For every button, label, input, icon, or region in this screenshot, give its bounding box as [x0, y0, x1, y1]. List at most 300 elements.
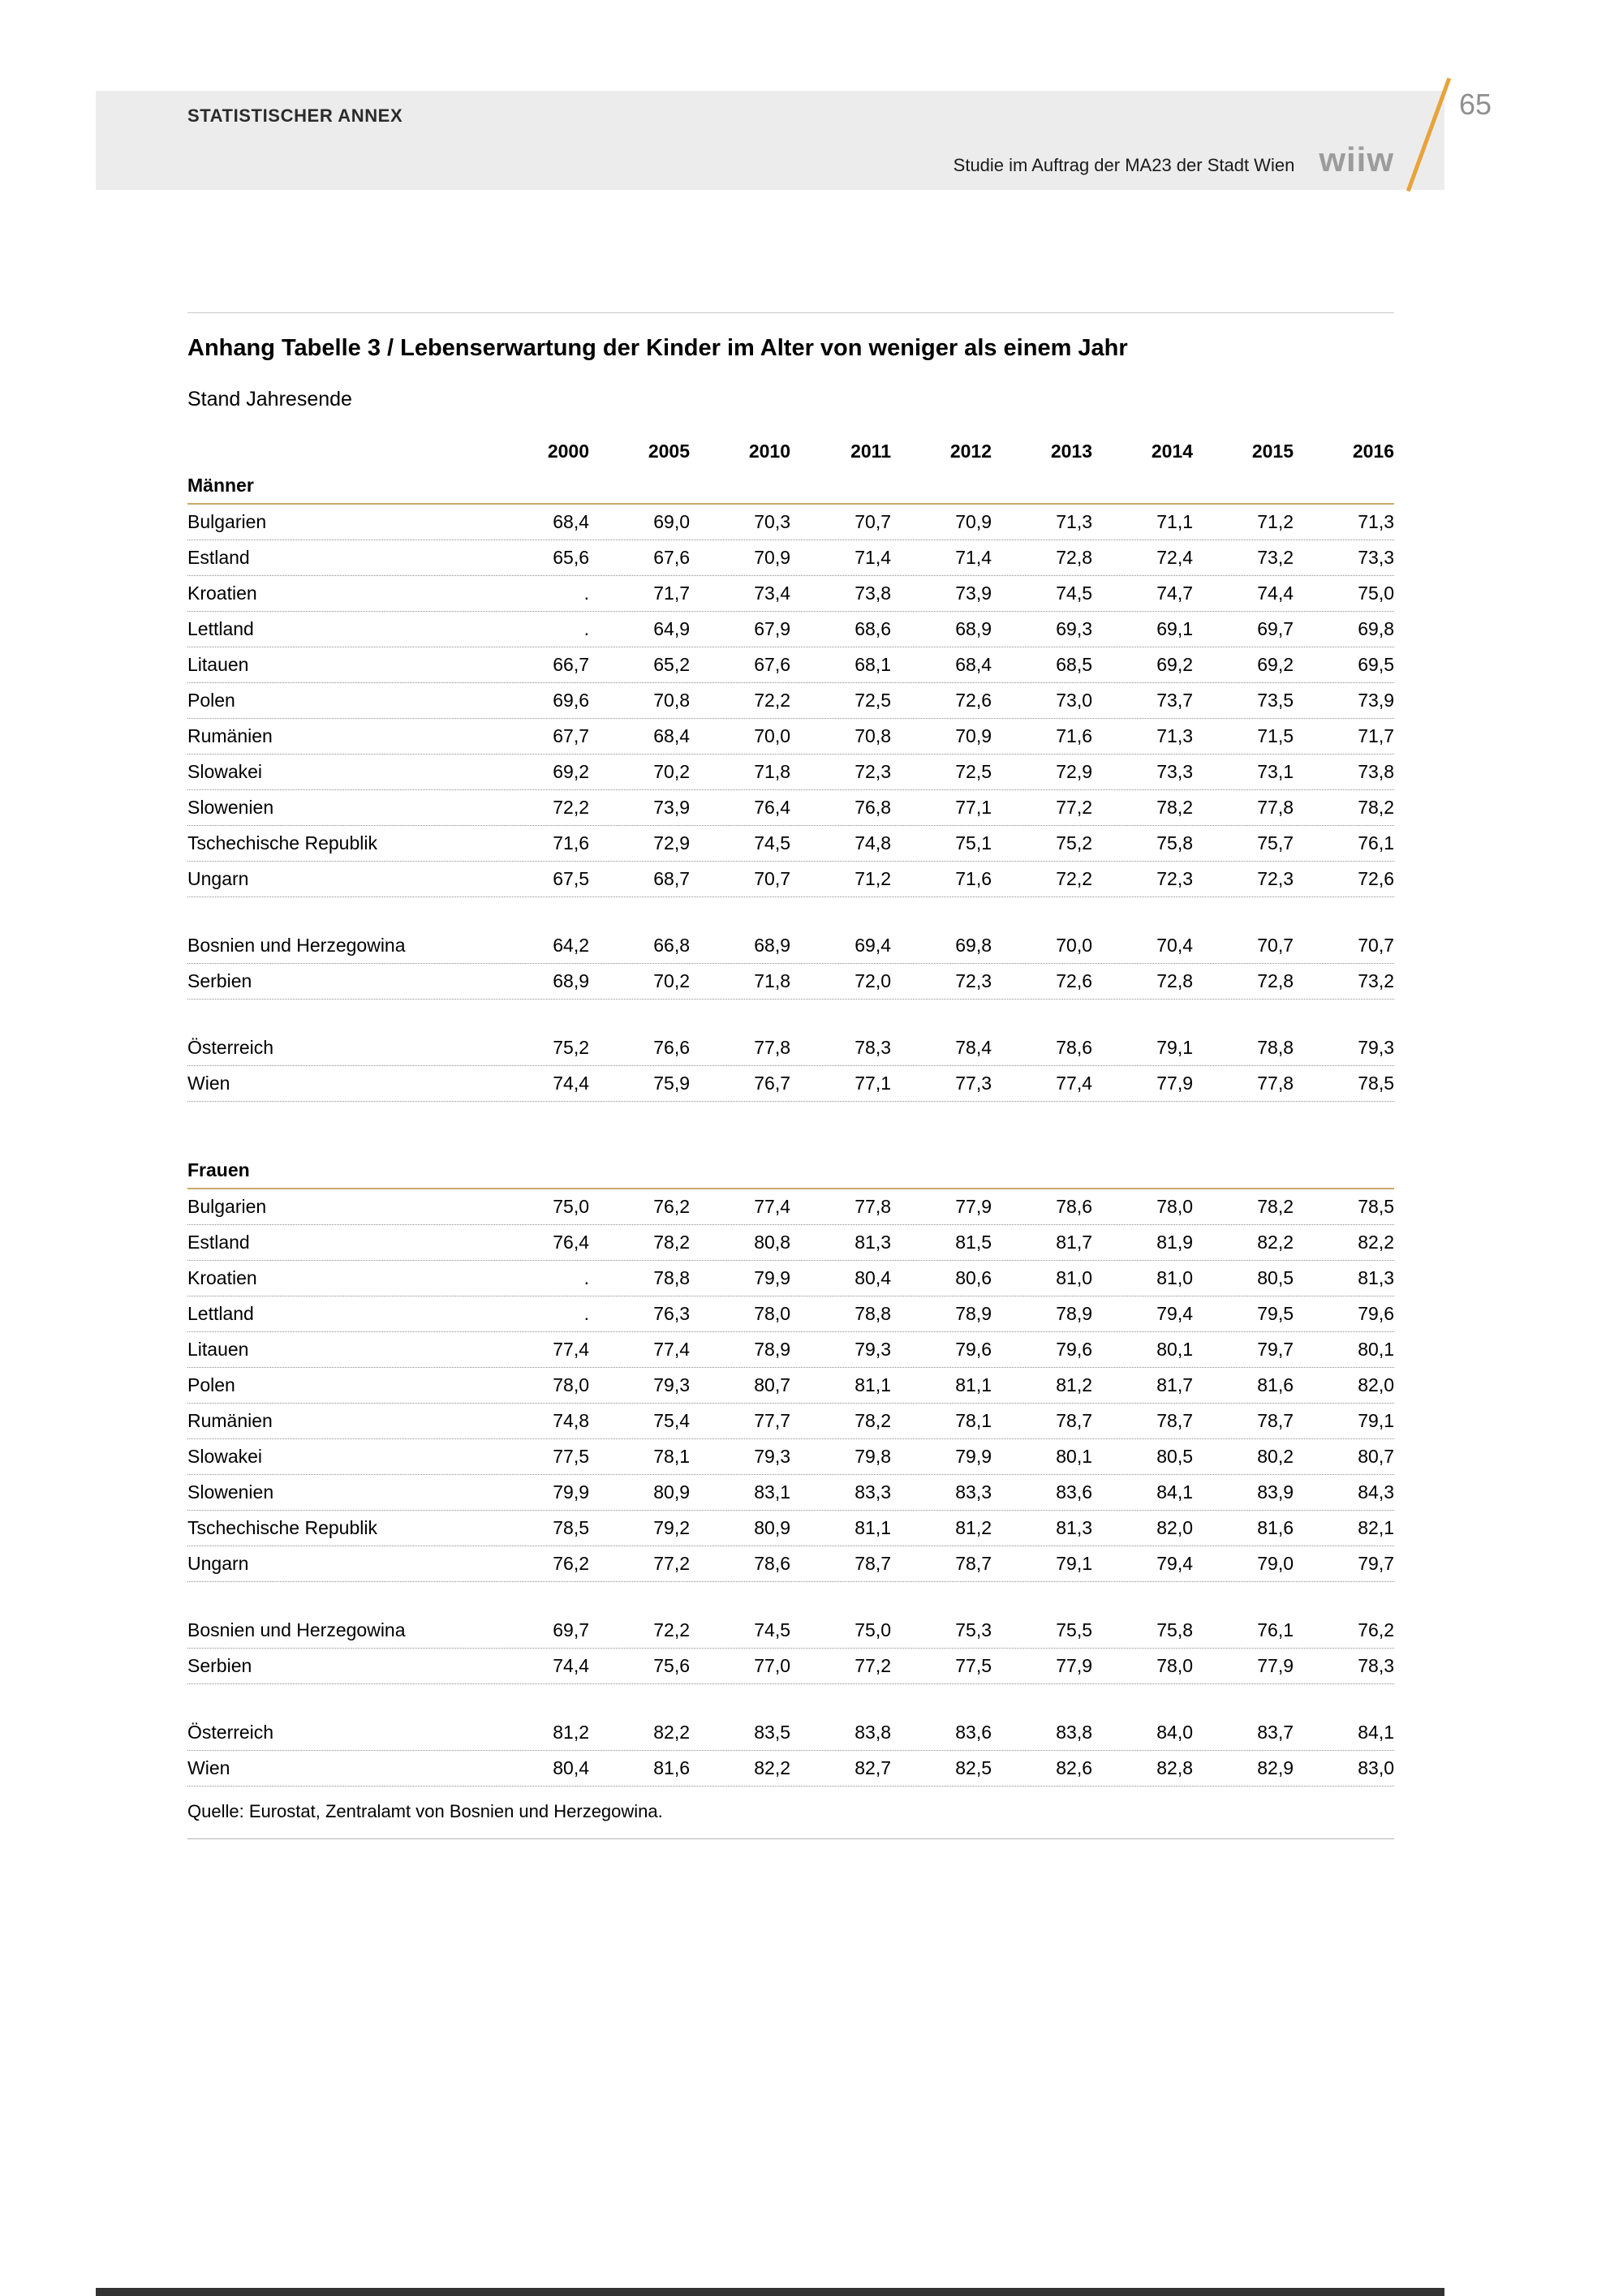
value-cell: 76,1 [1257, 1619, 1294, 1640]
value-cell: 77,4 [1056, 1073, 1092, 1094]
value-cell: 72,9 [653, 832, 690, 853]
year-column-header-2015: 2015 [1251, 440, 1294, 462]
value-cell: 72,0 [855, 970, 891, 991]
value-cell: 68,4 [553, 511, 589, 532]
row-label: Ungarn [187, 868, 249, 889]
value-cell: 79,4 [1156, 1553, 1193, 1574]
value-cell: 70,8 [653, 690, 690, 711]
value-cell: 73,2 [1358, 970, 1394, 991]
value-cell: 78,1 [653, 1446, 690, 1467]
value-cell: 80,4 [855, 1267, 891, 1288]
value-cell: 68,7 [653, 868, 690, 889]
table-row [187, 576, 1394, 612]
value-cell: 77,8 [1257, 1073, 1294, 1094]
table-spacer-row [187, 1684, 1394, 1715]
value-cell: 71,4 [955, 547, 992, 568]
value-cell: 78,0 [754, 1303, 790, 1324]
value-cell: 81,7 [1056, 1232, 1092, 1253]
value-cell: 69,5 [1358, 654, 1394, 675]
row-label: Slowenien [187, 1481, 274, 1503]
value-cell: 76,1 [1358, 832, 1394, 853]
value-cell: 72,8 [1156, 970, 1193, 991]
row-label: Bosnien und Herzegowina [187, 935, 406, 956]
value-cell: 73,4 [754, 583, 790, 604]
value-cell: 73,2 [1257, 547, 1294, 568]
table-row [187, 1439, 1394, 1475]
row-label: Litauen [187, 654, 249, 675]
title-divider [187, 312, 1394, 313]
value-cell: 76,8 [855, 797, 891, 818]
year-column-header-2016: 2016 [1352, 440, 1394, 462]
value-cell: 72,5 [955, 761, 992, 782]
section-label: Frauen [187, 1159, 250, 1180]
value-cell: 77,3 [955, 1073, 992, 1094]
section-header-row [187, 1152, 1394, 1189]
value-cell: 71,4 [855, 547, 891, 568]
value-cell: 78,7 [955, 1553, 992, 1574]
value-cell: 73,3 [1156, 761, 1193, 782]
row-label: Slowakei [187, 1446, 263, 1467]
value-cell: 78,7 [1257, 1410, 1294, 1431]
value-cell: 73,1 [1257, 761, 1294, 782]
value-cell: 70,9 [955, 725, 992, 746]
value-cell: 75,9 [653, 1073, 690, 1094]
value-cell: 71,1 [1156, 511, 1193, 532]
value-cell: 72,3 [1257, 868, 1294, 889]
row-label: Rumänien [187, 725, 273, 746]
value-cell: 77,0 [754, 1655, 790, 1676]
value-cell: 83,0 [1358, 1757, 1394, 1778]
table-spacer-row [187, 1000, 1394, 1030]
value-cell: 74,8 [855, 832, 891, 853]
row-label: Österreich [187, 1722, 274, 1743]
value-cell: 78,2 [653, 1232, 690, 1253]
row-label: Polen [187, 690, 235, 711]
value-cell: 71,7 [653, 583, 690, 604]
value-cell: 70,8 [855, 725, 891, 746]
table-row [187, 1649, 1394, 1684]
value-cell: 80,7 [1358, 1446, 1394, 1467]
table-years-header [187, 435, 1394, 467]
value-cell: 81,2 [553, 1722, 589, 1743]
value-cell: 79,1 [1358, 1410, 1394, 1431]
row-label: Lettland [187, 1303, 254, 1324]
value-cell: 77,5 [553, 1446, 589, 1467]
value-cell: 78,4 [955, 1037, 992, 1058]
value-cell: 72,2 [553, 797, 589, 818]
value-cell: 73,9 [1358, 690, 1394, 711]
row-label: Estland [187, 547, 250, 568]
value-cell: 78,7 [1056, 1410, 1092, 1431]
value-cell: 74,5 [754, 1619, 790, 1640]
value-cell: 78,9 [1056, 1303, 1092, 1324]
value-cell: 79,3 [1358, 1037, 1394, 1058]
value-cell: 81,7 [1156, 1374, 1193, 1395]
value-cell: 65,6 [553, 547, 589, 568]
value-cell: 78,8 [1257, 1037, 1294, 1058]
value-cell: 81,9 [1156, 1232, 1193, 1253]
value-cell: 81,0 [1056, 1267, 1092, 1288]
value-cell: 75,0 [855, 1619, 891, 1640]
value-cell: 74,4 [553, 1073, 589, 1094]
table-row [187, 1066, 1394, 1102]
value-cell: 78,9 [955, 1303, 992, 1324]
table-row [187, 862, 1394, 897]
value-cell: 78,5 [553, 1517, 589, 1538]
row-label: Rumänien [187, 1410, 273, 1431]
value-cell: 81,3 [1358, 1267, 1394, 1288]
source-note: Quelle: Eurostat, Zentralamt von Bosnien und Herzegowina. [187, 1801, 663, 1821]
table-row [187, 1261, 1394, 1296]
value-cell: 77,8 [855, 1196, 891, 1217]
value-cell: 81,6 [1257, 1374, 1294, 1395]
value-cell: 81,3 [1056, 1517, 1092, 1538]
section-label: Männer [187, 474, 254, 496]
value-cell: 75,2 [1056, 832, 1092, 853]
value-cell: 76,2 [653, 1196, 690, 1217]
value-cell: 67,9 [754, 618, 790, 639]
year-column-header-2005: 2005 [648, 440, 690, 462]
footer-bar [96, 2288, 1444, 2296]
value-cell: 74,7 [1156, 583, 1193, 604]
value-cell: 72,8 [1257, 970, 1294, 991]
value-cell: 81,2 [1056, 1374, 1092, 1395]
row-label: Wien [187, 1757, 230, 1778]
value-cell: 77,5 [955, 1655, 992, 1676]
value-cell: 79,9 [955, 1446, 992, 1467]
table-row [187, 790, 1394, 826]
value-cell: 77,1 [955, 797, 992, 818]
value-cell: 70,0 [1056, 935, 1092, 956]
value-cell: 78,1 [955, 1410, 992, 1431]
value-cell: 74,5 [754, 832, 790, 853]
value-cell: 79,2 [653, 1517, 690, 1538]
table-row [187, 683, 1394, 719]
value-cell: 70,2 [653, 970, 690, 991]
value-cell: 82,0 [1156, 1517, 1193, 1538]
year-column-header-2010: 2010 [748, 440, 790, 462]
value-cell: 78,2 [1156, 797, 1193, 818]
value-cell: 69,3 [1056, 618, 1092, 639]
table-spacer-row [187, 1582, 1394, 1613]
value-cell: 77,2 [653, 1553, 690, 1574]
table-row [187, 1715, 1394, 1751]
value-cell: 70,9 [754, 547, 790, 568]
row-label: Polen [187, 1374, 235, 1395]
value-cell: 82,2 [653, 1722, 690, 1743]
value-cell: 71,2 [855, 868, 891, 889]
value-cell: 71,3 [1156, 725, 1193, 746]
table-row [187, 928, 1394, 964]
value-cell: 72,6 [1358, 868, 1394, 889]
row-label: Serbien [187, 1655, 252, 1676]
value-cell: 79,5 [1257, 1303, 1294, 1324]
value-cell: 80,6 [955, 1267, 992, 1288]
value-cell: 83,6 [1056, 1481, 1092, 1503]
value-cell: 70,4 [1156, 935, 1193, 956]
value-cell: 79,4 [1156, 1303, 1193, 1324]
value-cell: 72,2 [653, 1619, 690, 1640]
value-cell: 81,1 [955, 1374, 992, 1395]
value-cell: 70,9 [955, 511, 992, 532]
value-cell: 84,3 [1358, 1481, 1394, 1503]
value-cell: 82,2 [1358, 1232, 1394, 1253]
value-cell: 68,4 [955, 654, 992, 675]
value-cell: 70,7 [1358, 935, 1394, 956]
value-cell: 76,6 [653, 1037, 690, 1058]
value-cell: . [583, 583, 589, 604]
value-cell: 68,4 [653, 725, 690, 746]
value-cell: 79,1 [1056, 1553, 1092, 1574]
value-cell: 78,6 [1056, 1196, 1092, 1217]
value-cell: 80,9 [754, 1517, 790, 1538]
value-cell: 73,8 [1358, 761, 1394, 782]
value-cell: 78,6 [754, 1553, 790, 1574]
value-cell: 75,5 [1056, 1619, 1092, 1640]
value-cell: 80,2 [1257, 1446, 1294, 1467]
value-cell: 71,6 [955, 868, 992, 889]
table-row [187, 1546, 1394, 1582]
value-cell: 73,3 [1358, 547, 1394, 568]
value-cell: 73,8 [855, 583, 891, 604]
value-cell: 78,3 [855, 1037, 891, 1058]
value-cell: 75,3 [955, 1619, 992, 1640]
value-cell: 69,8 [955, 935, 992, 956]
value-cell: 78,9 [754, 1339, 790, 1360]
value-cell: 67,6 [653, 547, 690, 568]
value-cell: 77,8 [1257, 797, 1294, 818]
value-cell: 80,5 [1257, 1267, 1294, 1288]
value-cell: 76,3 [653, 1303, 690, 1324]
value-cell: 82,7 [855, 1757, 891, 1778]
value-cell: 74,5 [1056, 583, 1092, 604]
value-cell: 72,3 [1156, 868, 1193, 889]
value-cell: 84,1 [1358, 1722, 1394, 1743]
table-row [187, 1296, 1394, 1332]
value-cell: 78,8 [653, 1267, 690, 1288]
value-cell: 83,3 [955, 1481, 992, 1503]
value-cell: 81,5 [955, 1232, 992, 1253]
value-cell: 81,2 [955, 1517, 992, 1538]
value-cell: 78,3 [1358, 1655, 1394, 1676]
value-cell: 77,2 [1056, 797, 1092, 818]
value-cell: 72,2 [754, 690, 790, 711]
table-row [187, 964, 1394, 1000]
value-cell: 70,7 [1257, 935, 1294, 956]
value-cell: 83,6 [955, 1722, 992, 1743]
row-label: Slowakei [187, 761, 263, 782]
section-header-row [187, 467, 1394, 505]
value-cell: 76,4 [754, 797, 790, 818]
value-cell: . [583, 1267, 589, 1288]
table-row [187, 1332, 1394, 1368]
value-cell: 70,2 [653, 761, 690, 782]
value-cell: 75,0 [553, 1196, 589, 1217]
year-column-header-2011: 2011 [850, 440, 891, 462]
table-row [187, 1404, 1394, 1439]
row-label: Österreich [187, 1037, 274, 1058]
value-cell: . [583, 1303, 589, 1324]
value-cell: 82,2 [1257, 1232, 1294, 1253]
value-cell: 81,1 [855, 1517, 891, 1538]
value-cell: 78,2 [1257, 1196, 1294, 1217]
value-cell: 72,3 [955, 970, 992, 991]
value-cell: 78,0 [1156, 1655, 1193, 1676]
value-cell: 73,5 [1257, 690, 1294, 711]
value-cell: 66,8 [653, 935, 690, 956]
value-cell: 84,0 [1156, 1722, 1193, 1743]
row-label: Ungarn [187, 1553, 249, 1574]
value-cell: 70,7 [754, 868, 790, 889]
value-cell: 70,3 [754, 511, 790, 532]
year-column-header-2012: 2012 [949, 440, 992, 462]
value-cell: 78,7 [855, 1553, 891, 1574]
value-cell: 79,9 [553, 1481, 589, 1503]
value-cell: 80,1 [1358, 1339, 1394, 1360]
value-cell: 78,5 [1358, 1196, 1394, 1217]
value-cell: 69,2 [1257, 654, 1294, 675]
value-cell: 69,1 [1156, 618, 1193, 639]
table-row [187, 1225, 1394, 1261]
value-cell: 78,2 [855, 1410, 891, 1431]
bottom-divider [187, 1838, 1394, 1839]
row-label: Serbien [187, 970, 252, 991]
value-cell: 74,8 [553, 1410, 589, 1431]
value-cell: 81,1 [855, 1374, 891, 1395]
year-column-header-2013: 2013 [1050, 440, 1092, 462]
value-cell: 83,8 [1056, 1722, 1092, 1743]
value-cell: 79,3 [653, 1374, 690, 1395]
value-cell: 66,7 [553, 654, 589, 675]
value-cell: 74,4 [1257, 583, 1294, 604]
table-row [187, 1030, 1394, 1066]
value-cell: 71,8 [754, 970, 790, 991]
value-cell: 71,6 [1056, 725, 1092, 746]
value-cell: 69,6 [553, 690, 589, 711]
value-cell: 76,2 [1358, 1619, 1394, 1640]
value-cell: 69,2 [553, 761, 589, 782]
row-label: Bulgarien [187, 1196, 267, 1217]
value-cell: 81,3 [855, 1232, 891, 1253]
header-right-group [953, 140, 1394, 178]
value-cell: 69,4 [855, 935, 891, 956]
value-cell: 67,6 [754, 654, 790, 675]
value-cell: . [583, 618, 589, 639]
value-cell: 67,5 [553, 868, 589, 889]
value-cell: 83,3 [855, 1481, 891, 1503]
value-cell: 75,4 [653, 1410, 690, 1431]
page-number: 65 [1459, 88, 1492, 121]
value-cell: 77,4 [553, 1339, 589, 1360]
value-cell: 78,8 [855, 1303, 891, 1324]
value-cell: 83,1 [754, 1481, 790, 1503]
value-cell: 73,7 [1156, 690, 1193, 711]
value-cell: 75,7 [1257, 832, 1294, 853]
row-label: Slowenien [187, 797, 274, 818]
value-cell: 73,0 [1056, 690, 1092, 711]
row-label: Kroatien [187, 583, 257, 604]
value-cell: 70,7 [855, 511, 891, 532]
value-cell: 64,9 [653, 618, 690, 639]
value-cell: 76,7 [754, 1073, 790, 1094]
value-cell: 72,8 [1056, 547, 1092, 568]
table-row [187, 540, 1394, 576]
table-row [187, 1475, 1394, 1511]
value-cell: 79,7 [1358, 1553, 1394, 1574]
value-cell: 82,2 [754, 1757, 790, 1778]
value-cell: 80,5 [1156, 1446, 1193, 1467]
row-label: Bulgarien [187, 511, 267, 532]
life-expectancy-table [187, 435, 1394, 1786]
value-cell: 79,6 [1358, 1303, 1394, 1324]
value-cell: 68,9 [553, 970, 589, 991]
value-cell: 72,5 [855, 690, 891, 711]
value-cell: 71,3 [1358, 511, 1394, 532]
value-cell: 80,8 [754, 1232, 790, 1253]
row-label: Kroatien [187, 1267, 257, 1288]
value-cell: 78,0 [1156, 1196, 1193, 1217]
value-cell: 75,2 [553, 1037, 589, 1058]
value-cell: 79,3 [754, 1446, 790, 1467]
page-header-band [96, 91, 1444, 190]
row-label: Tschechische Republik [187, 832, 377, 853]
value-cell: 83,9 [1257, 1481, 1294, 1503]
row-label: Wien [187, 1073, 230, 1094]
value-cell: 81,6 [653, 1757, 690, 1778]
value-cell: 81,6 [1257, 1517, 1294, 1538]
value-cell: 77,9 [1056, 1655, 1092, 1676]
value-cell: 73,9 [653, 797, 690, 818]
value-cell: 77,4 [754, 1196, 790, 1217]
row-label: Bosnien und Herzegowina [187, 1619, 406, 1640]
table-row [187, 1751, 1394, 1786]
value-cell: 69,2 [1156, 654, 1193, 675]
value-cell: 68,6 [855, 618, 891, 639]
table-row [187, 505, 1394, 540]
value-cell: 80,1 [1056, 1446, 1092, 1467]
value-cell: 72,6 [1056, 970, 1092, 991]
table-row [187, 612, 1394, 647]
table-row [187, 647, 1394, 683]
value-cell: 68,1 [855, 654, 891, 675]
value-cell: 78,0 [553, 1374, 589, 1395]
table-row [187, 719, 1394, 755]
value-cell: 79,8 [855, 1446, 891, 1467]
value-cell: 80,1 [1156, 1339, 1193, 1360]
value-cell: 83,7 [1257, 1722, 1294, 1743]
value-cell: 77,8 [754, 1037, 790, 1058]
value-cell: 67,7 [553, 725, 589, 746]
value-cell: 71,3 [1056, 511, 1092, 532]
value-cell: 79,7 [1257, 1339, 1294, 1360]
value-cell: 72,6 [955, 690, 992, 711]
value-cell: 72,2 [1056, 868, 1092, 889]
value-cell: 80,9 [653, 1481, 690, 1503]
value-cell: 79,0 [1257, 1553, 1294, 1574]
table-title: Anhang Tabelle 3 / Lebenserwartung der Kinder im Alter von weniger als einem Jahr [187, 335, 1128, 361]
value-cell: 72,3 [855, 761, 891, 782]
value-cell: 83,8 [855, 1722, 891, 1743]
value-cell: 82,1 [1358, 1517, 1394, 1538]
value-cell: 68,9 [955, 618, 992, 639]
table-row [187, 1189, 1394, 1225]
table-row [187, 1511, 1394, 1546]
row-label: Lettland [187, 618, 254, 639]
value-cell: 69,7 [553, 1619, 589, 1640]
value-cell: 71,2 [1257, 511, 1294, 532]
value-cell: 82,8 [1156, 1757, 1193, 1778]
value-cell: 77,1 [855, 1073, 891, 1094]
